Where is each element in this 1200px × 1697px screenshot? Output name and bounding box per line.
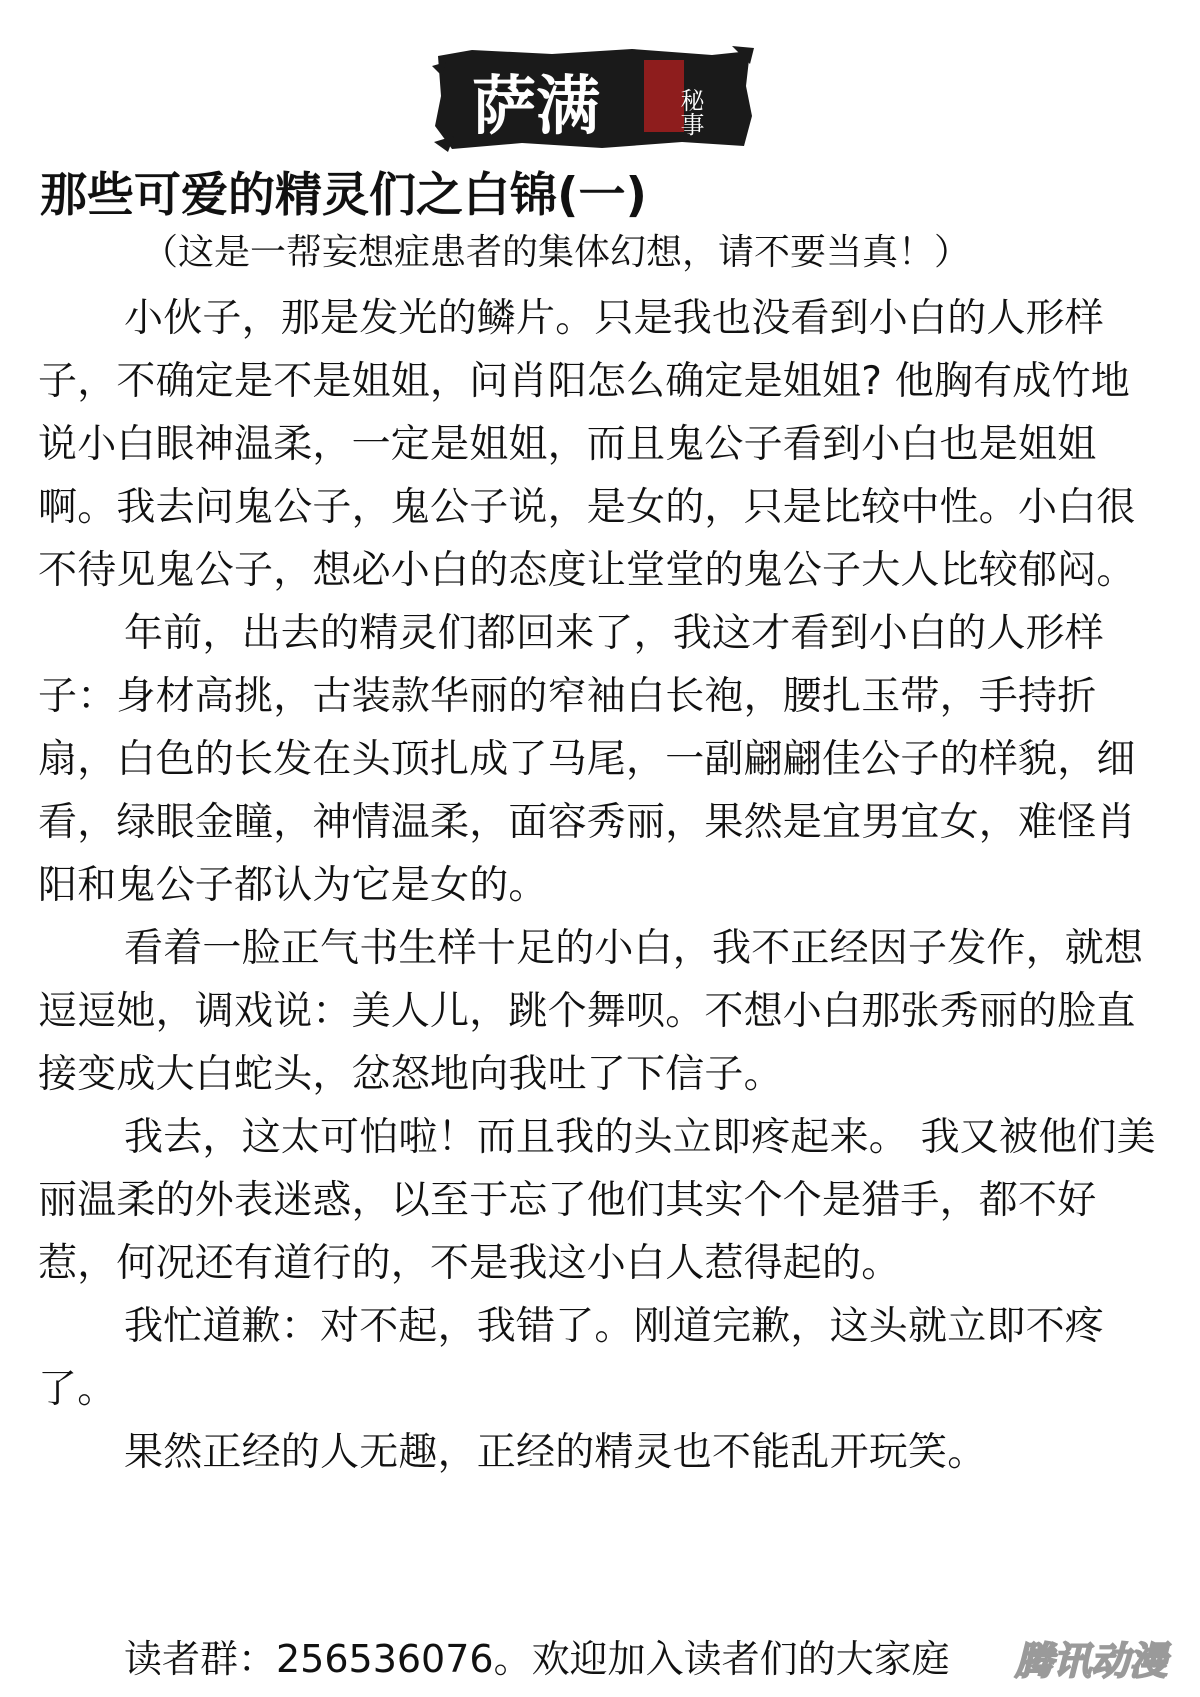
- paragraph: 我忙道歉：对不起，我错了。刚道完歉，这头就立即不疼了。: [38, 1304, 1105, 1412]
- paragraph: 看着一脸正气书生样十足的小白，我不正经因子发作，就想逗逗她，调戏说：美人儿，跳个舞呗。不想小白那张秀丽的脸直接变成大白蛇头，忿怒地向我吐了下信子。: [38, 926, 1144, 1097]
- story-body: [38, 287, 1166, 1484]
- watermark-graphic: [996, 1634, 1186, 1686]
- chapter-subtitle: （这是一帮妄想症患者的集体幻想，请不要当真！）: [142, 232, 971, 273]
- logo-main-text: 萨满: [472, 69, 600, 144]
- paragraph: 小伙子，那是发光的鳞片。只是我也没看到小白的人形样子，不确定是不是姐姐，问肖阳怎么确定是姐姐? 他胸有成竹地说小白眼神温柔，一定是姐姐，而且鬼公子看到小白也是姐姐啊。我去问鬼公子，鬼公子说，是女的，只是比较中性。小白很不待见鬼公子，想必小白的态度让堂堂的鬼公子大人比较郁闷。: [38, 296, 1136, 593]
- paragraph: 年前，出去的精灵们都回来了，我这才看到小白的人形样子：身材高挑，古装款华丽的窄袖白长袍，腰扎玉带，手持折扇，白色的长发在头顶扎成了马尾，一副翩翩佳公子的样貌，细看，绿眼金瞳，神情温柔，面容秀丽，果然是宜男宜女，难怪肖阳和鬼公子都认为它是女的。: [38, 611, 1136, 908]
- logo-graphic: [432, 46, 754, 152]
- reader-group-note: 读者群：256536076。欢迎加入读者们的大家庭: [124, 1637, 950, 1681]
- chapter-title: 那些可爱的精灵们之白锦(一): [40, 168, 647, 223]
- watermark-text: 腾讯动漫: [1014, 1639, 1168, 1683]
- logo-side-text: 秘事: [676, 88, 704, 136]
- tencent-comics-watermark: [996, 1634, 1186, 1686]
- paragraph: 果然正经的人无趣，正经的精灵也不能乱开玩笑。: [124, 1430, 987, 1475]
- paragraph: 我去，这太可怕啦！而且我的头立即疼起来。 我又被他们美丽温柔的外表迷惑，以至于忘了他们其实个个是猎手，都不好惹，何况还有道行的，不是我这小白人惹得起的。: [38, 1115, 1156, 1286]
- series-logo: [432, 46, 754, 152]
